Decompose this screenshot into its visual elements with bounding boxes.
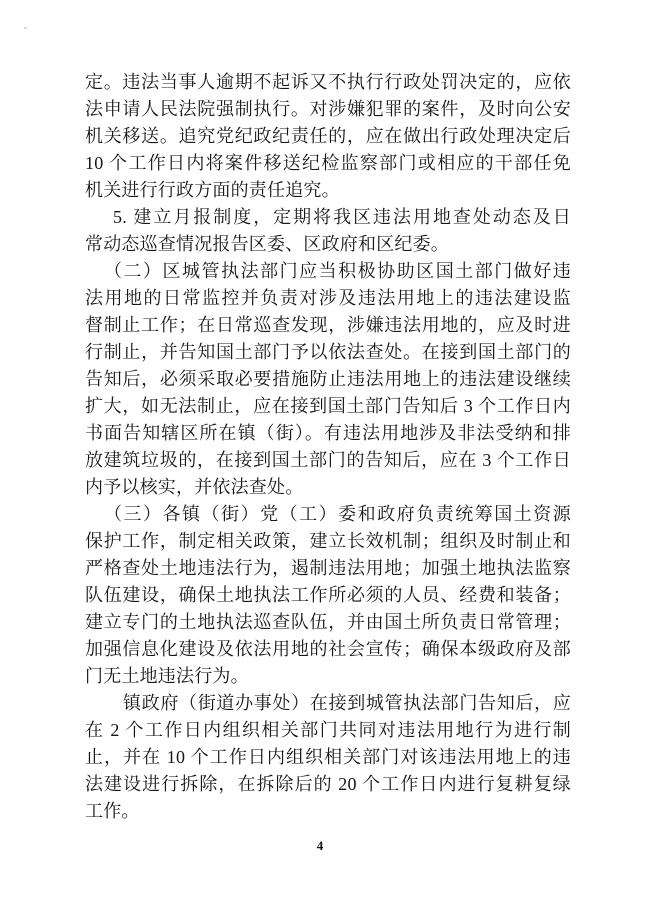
text-line: （三）各镇（街）党（工）委和政府负责统筹国土资源	[104, 504, 571, 524]
text-line: 法申请人民法院强制执行。对涉嫌犯罪的案件，及时向公安	[85, 99, 571, 119]
text-line: 行制止，并告知国土部门予以依法查处。在接到国土部门的	[85, 342, 571, 362]
text-line: 保护工作，制定相关政策，建立长效机制；组织及时制止和	[85, 531, 571, 551]
text-line: （二）区城管执法部门应当积极协助区国土部门做好违	[104, 261, 571, 281]
text-line: 工作。	[85, 801, 140, 821]
text-line: 机关移送。追究党纪政纪责任的，应在做出行政处理决定后	[85, 126, 571, 146]
scan-artifact-speck	[24, 27, 27, 29]
text-line: 告知后，必须采取必要措施防止违法用地上的违法建设继续	[85, 369, 571, 389]
text-line: 常动态巡查情况报告区委、区政府和区纪委。	[85, 234, 449, 254]
text-line: 加强信息化建设及依法用地的社会宣传；确保本级政府及部	[85, 639, 571, 659]
text-line: 督制止工作；在日常巡查发现，涉嫌违法用地的，应及时进	[85, 315, 571, 335]
text-line: 止，并在 10 个工作日内组织相关部门对该违法用地上的违	[85, 747, 571, 767]
text-line: 在 2 个工作日内组织相关部门共同对违法用地行为进行制	[85, 720, 571, 740]
text-line: 建立专门的土地执法巡查队伍，并由国土所负责日常管理；	[85, 612, 571, 632]
text-line: 书面告知辖区所在镇（街）。有违法用地涉及非法受纳和排	[85, 423, 571, 443]
text-line: 内予以核实，并依法查处。	[85, 477, 304, 497]
text-line: 放建筑垃圾的，在接到国土部门的告知后，应在 3 个工作日	[85, 450, 571, 470]
document-body	[85, 69, 571, 825]
text-line: 5. 建立月报制度，定期将我区违法用地查处动态及日	[113, 207, 571, 227]
text-line: 镇政府（街道办事处）在接到城管执法部门告知后，应	[123, 693, 571, 713]
text-line: 定。违法当事人逾期不起诉又不执行行政处罚决定的，应依	[85, 72, 571, 92]
text-line: 扩大，如无法制止，应在接到国土部门告知后 3 个工作日内	[85, 396, 571, 416]
text-line: 队伍建设，确保土地执法工作所必须的人员、经费和装备；	[85, 585, 571, 605]
text-line: 法建设进行拆除，在拆除后的 20 个工作日内进行复耕复绿	[85, 774, 571, 794]
text-line: 严格查处土地违法行为，遏制违法用地；加强土地执法监察	[85, 558, 571, 578]
text-line: 法用地的日常监控并负责对涉及违法用地上的违法建设监	[85, 288, 571, 308]
page-number: 4	[316, 838, 324, 853]
text-line: 10 个工作日内将案件移送纪检监察部门或相应的干部任免	[85, 153, 571, 173]
text-line: 机关进行行政方面的责任追究。	[85, 180, 340, 200]
text-line: 门无土地违法行为。	[85, 666, 249, 686]
